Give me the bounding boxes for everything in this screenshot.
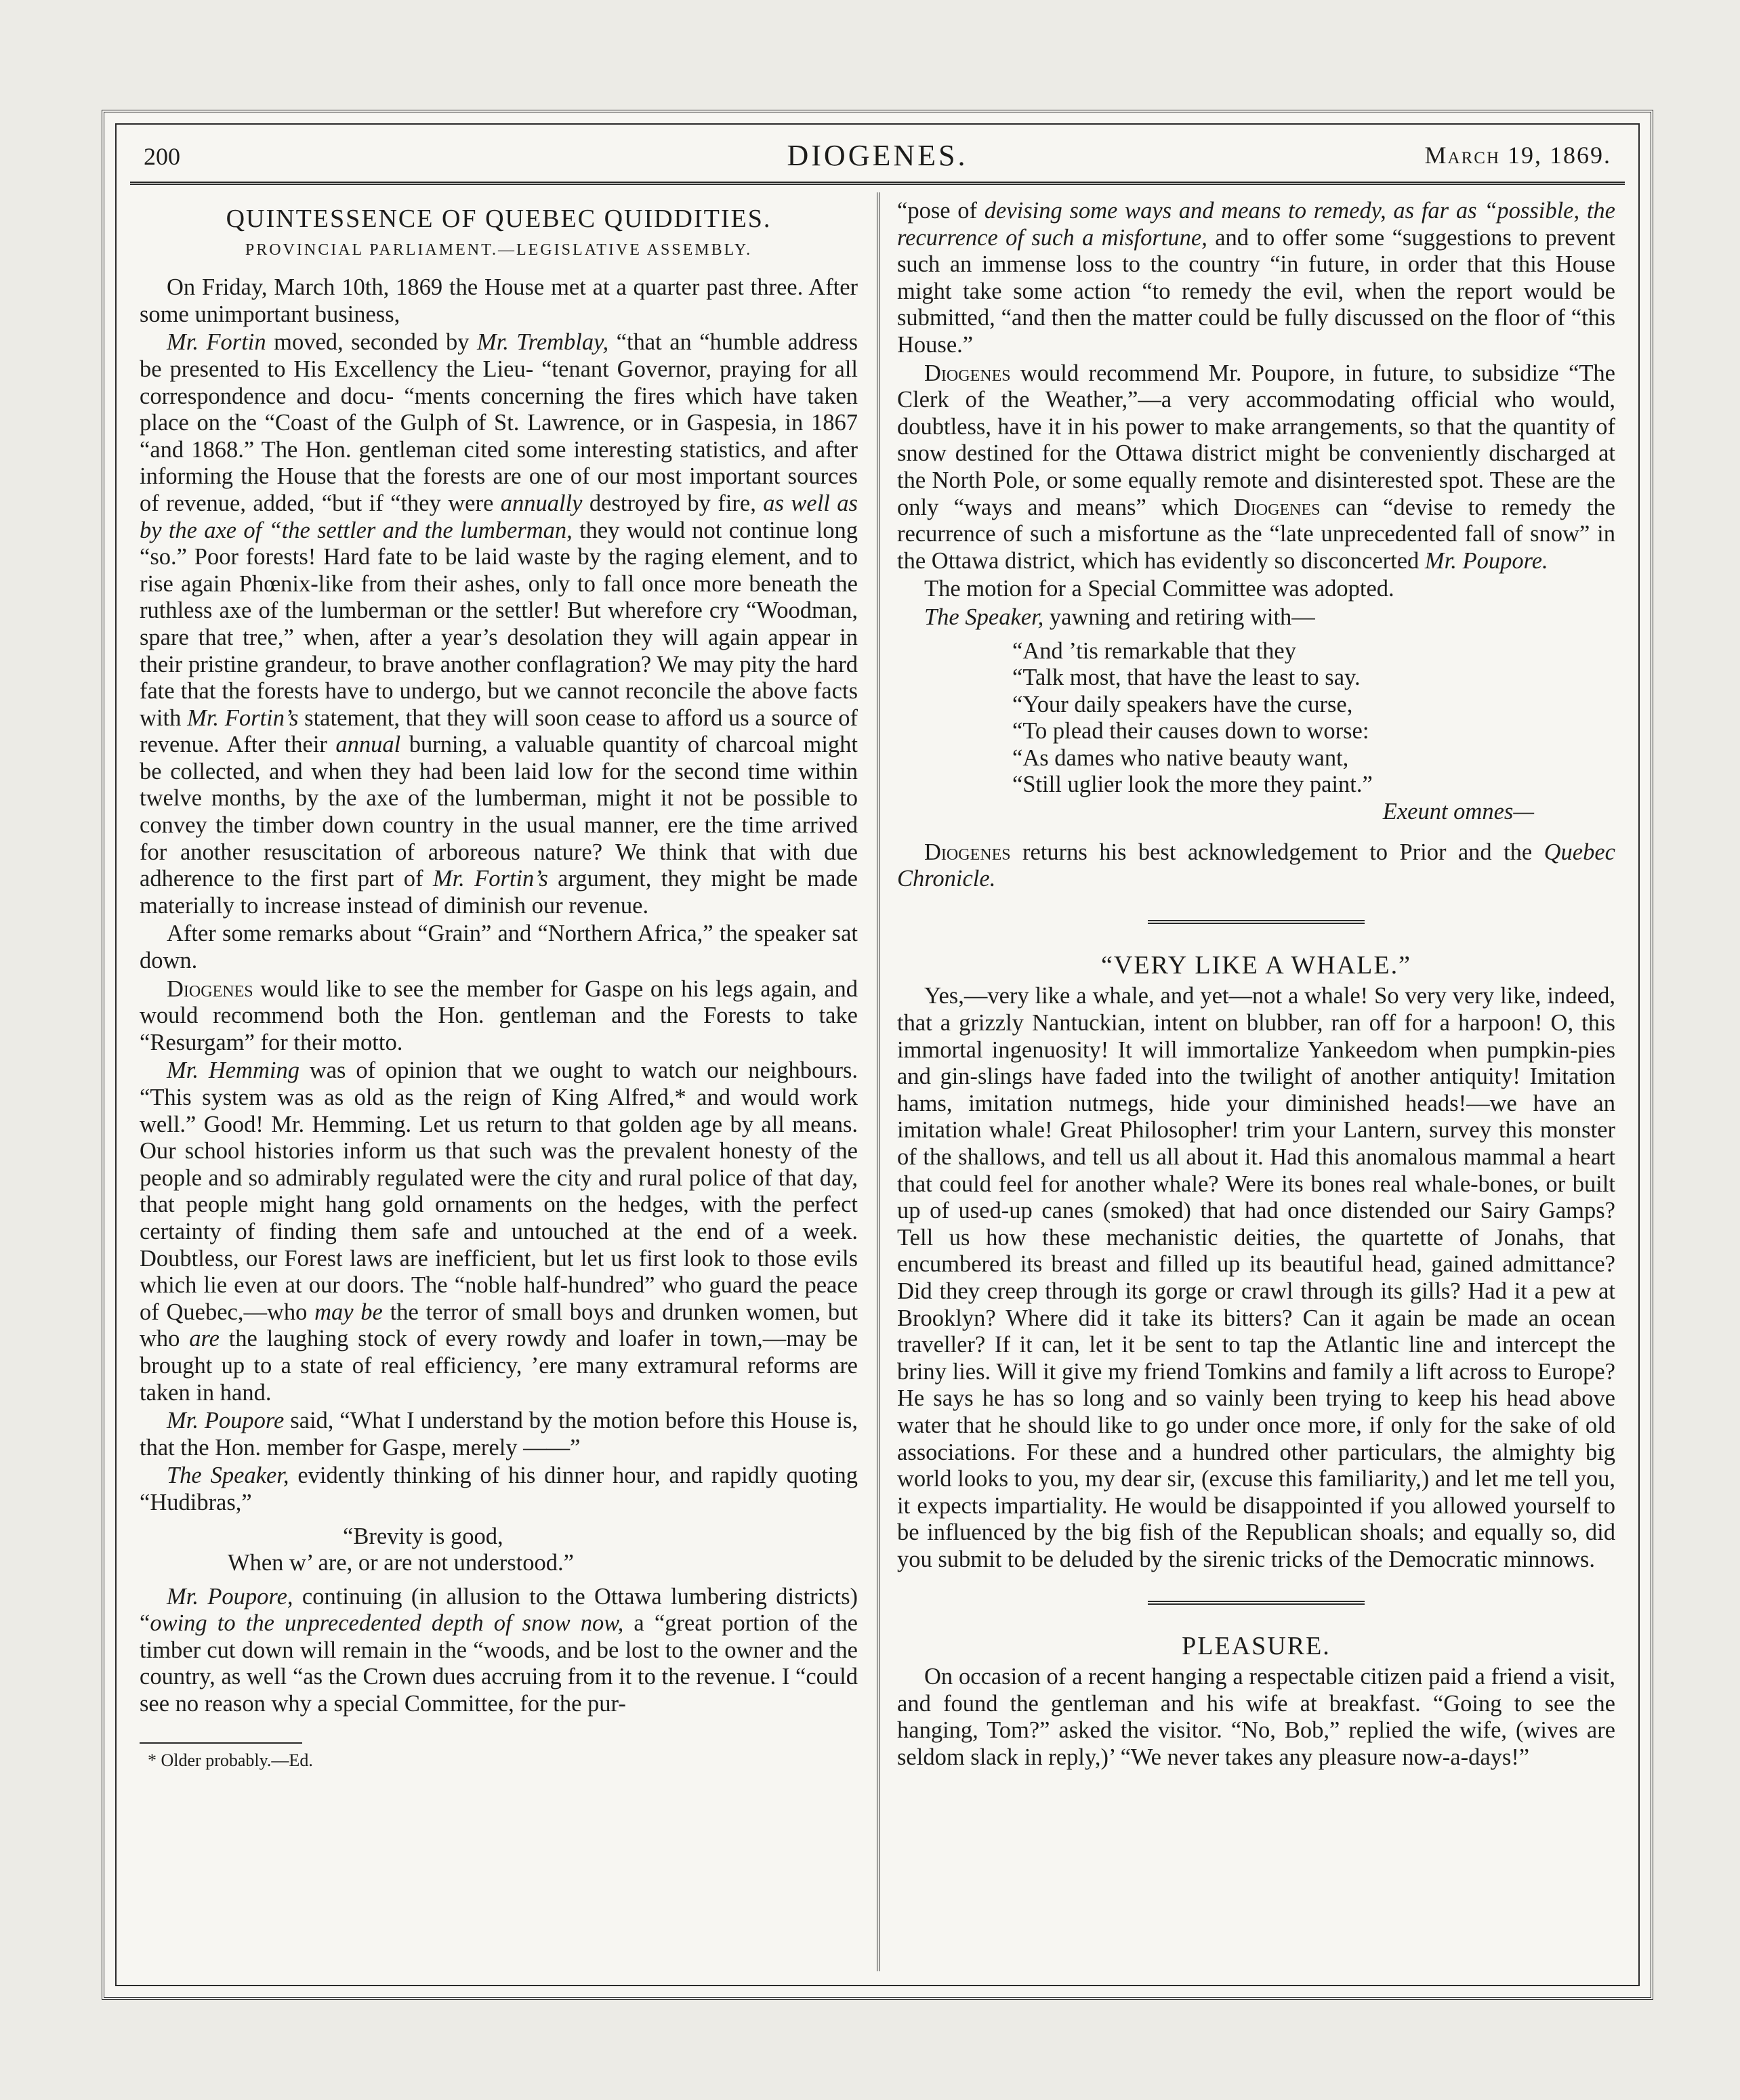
speaker-name: The Speaker, [167,1463,289,1489]
paragraph: Mr. Poupore said, “What I understand by the motion before this House is, that the Hon. member for Gaspe, merely ——” [140,1408,858,1461]
section-divider [1148,920,1365,927]
speaker-name: Mr. Tremblay, [476,329,609,356]
speaker-name: Mr. Hemming [167,1057,299,1084]
verse-line: “To plead their causes down to worse: [1012,718,1369,744]
verse-quote [228,1523,858,1577]
page-header [144,133,1611,180]
stage-direction: Exeunt omnes— [1382,799,1534,825]
masthead: DIOGENES. [787,139,968,172]
page-frame [115,123,1640,1986]
paragraph: Yes,—very like a whale, and yet—not a whale! So very very like, indeed, that a grizzly Nantuckian, intent on blubber, ran off for a harpoon! O, this immortal ingenuosity! It will immortalize Yankeedom when pumpkin-pies and gin-slings have faded into the twilight of another antiquity! Imitation hams, imitation nutmegs, hide your diminished heads!—we have an imitation whale! Great Philosopher! trim your Lantern, survey this monster of the shallows, and tell us all about it. Had this anomalous mammal a heart that could feel for another whale? Were its bones real whale-bones, or built up of used-up canes (smoked) that had once distended our Sairy Gamps? Tell us how these mechanistic deities, the quartette of Jonahs, that encumbered its breast and filled up its beautiful head, gained admittance? Did they creep through its gorge or crawl through its gills? Had it a pew at Brooklyn? Where did it take its bitters? Can it again be made an ocean traveller? If it can, let it be sent to tap the Atlantic line and intercept the briny lies. Will it give my friend Tomkins and family a lift across to Europe? He says he has so long and so vainly been trying to keep his head above water that he should like to go under once more, if only for the sake of old associations. For these and a hundred other particulars, the almighty big world looks to you, my dear sir, (excuse this familiarity,) and let me tell you, it expects impartiality. He would be disappointed if you allowed yourself to be influenced by the big fish of the Republican shoals; and equally so, did you submit to be deluded by the sirenic tricks of the Democratic minnows. [897,983,1615,1572]
verse-line: “Still uglier look the more they paint.” [1012,772,1373,798]
speaker-name: The Speaker, [924,604,1044,630]
paragraph: The motion for a Special Committee was adopted. [924,576,1394,602]
article-subtitle: PROVINCIAL PARLIAMENT.—LEGISLATIVE ASSEMBLY. [245,240,753,259]
publication-name: Diogenes [167,975,253,1002]
speaker-name: Mr. Poupore, [167,1583,293,1610]
publication-name: Diogenes [1233,494,1321,520]
article-title: “VERY LIKE A WHALE.” [1101,950,1411,980]
verse-line: When w’ are, or are not understood.” [228,1550,574,1576]
issue-date: March 19, 1869. [1424,142,1611,169]
paragraph: Diogenes would like to see the member for Gaspe on his legs again, and would recommend both the Hon. gentleman and the Forests to take “Resurgam” for their motto. [140,975,858,1055]
header-rule [130,182,1625,185]
speaker-name: Mr. Fortin’s [187,705,299,731]
verse-quote [1012,638,1615,826]
speaker-name: Mr. Poupore [167,1408,285,1434]
paragraph: After some remarks about “Grain” and “Northern Africa,” the speaker sat down. [140,921,858,974]
footnote: * Older probably.—Ed. [148,1750,313,1770]
verse-line: “Your daily speakers have the curse, [1012,691,1353,717]
footnote-rule [140,1742,302,1744]
paragraph: Mr. Fortin moved, seconded by Mr. Tremblay, “that an “humble address be presented to His Excellency the Lieu- “tenant Governor, praying for all correspondence and docu- “ments concerning the fires which have taken place on the “Coast of the Gulph of St. Lawrence, or in Gaspesia, in 1867 “and 1868.” The Hon. gentleman cited some interesting statistics, and after informing the House that the forests are one of our most important sources of revenue, added, “but if “they were annually destroyed by fire, as well as by the axe of “the settler and the lumberman, they would not continue long “so.” Poor forests! Hard fate to be laid waste by the raging element, and to rise again Phœnix-like from their ashes, only to fall once more beneath the ruthless axe of the lumberman or the settler! But wherefore cry “Woodman, spare that tree,” when, after a year’s desolation they will again appear in their pristine grandeur, to brave another conflagration? We may pity the hard fate that the forests have to undergo, but we cannot reconcile the above facts with Mr. Fortin’s statement, that they will soon cease to afford us a source of revenue. After their annual burning, a valuable quantity of charcoal might be collected, and when they had been laid low for the second time within twelve months, by the axe of the lumberman, might it not be possible to convey the timber down country in the usual manner, ere the time arrived for another resuscitation of arboreous nature? We think that with due adherence to the first part of Mr. Fortin’s argument, they might be made materially to increase instead of diminish our revenue. [140,329,858,919]
publication-name: Diogenes [924,360,1011,386]
paragraph: On Friday, March 10th, 1869 the House met at a quarter past three. After some unimportant business, [140,274,858,327]
left-column [140,198,858,1965]
paragraph: Mr. Hemming was of opinion that we ought to watch our neighbours. “This system was as old as the reign of King Alfred,* and would work well.” Good! Mr. Hemming. Let us return to that golden age by all means. Our school histories inform us that such was the prevalent honesty of the people and so admirably regulated were the city and rural police of that day, that people might hang gold ornaments on the hedges, with the perfect certainty of finding them safe and untouched at the end of a week. Doubtless, our Forest laws are inefficient, but let us first look to those evils which lie even at our doors. The “noble half-hundred” who guard the peace of Quebec,—who may be the terror of small boys and drunken women, but who are the laughing stock of every rowdy and loafer in town,—may be brought up to a state of real efficiency, ’ere many extramural reforms are taken in hand. [140,1057,858,1406]
column-rule [877,192,879,1971]
paragraph: “pose of devising some ways and means to remedy, as far as “possible, the recurrence of such a misfortune, and to offer some “suggestions to prevent such an immense loss to the country “in future, in order that this House might take some action “to remedy the evil, when the report would be submitted, “and then the matter could be fully discussed on the floor of “this House.” [897,198,1615,358]
verse-line: “Talk most, that have the least to say. [1012,665,1361,691]
newspaper-page [102,110,1653,2000]
article-title: QUINTESSENCE OF QUEBEC QUIDDITIES. [226,205,772,233]
verse-line: “Brevity is good, [343,1523,503,1549]
verse-line: “And ’tis remarkable that they [1012,637,1296,664]
speaker-name: Mr. Poupore. [1424,547,1548,574]
article-title: PLEASURE. [1182,1631,1331,1660]
page-number: 200 [144,143,180,170]
publication-name: Diogenes [924,839,1011,865]
right-column [897,198,1615,1965]
speaker-name: Mr. Fortin [167,329,266,356]
paragraph: The Speaker, yawning and retiring with— [924,604,1315,630]
section-divider [1148,1601,1365,1608]
paragraph: Diogenes would recommend Mr. Poupore, in future, to subsidize “The Clerk of the Weather,”—a very accommodating official who would, doubtless, have it in his power to make arrangements, so that the quantity of snow destined for the Ottawa district might be conveniently discharged at the North Pole, or some equally remote and disinterested spot. These are the only “ways and means” which Diogenes can “devise to remedy the recurrence of such a misfortune as the “late unprecedented fall of snow” in the Ottawa district, which has evidently so disconcerted Mr. Poupore. [897,360,1615,574]
verse-line: “As dames who native beauty want, [1012,744,1349,771]
paragraph: On occasion of a recent hanging a respectable citizen paid a friend a visit, and found the gentleman and his wife at breakfast. “Going to see the hanging, Tom?” asked the visitor. “No, Bob,” replied the wife, (wives are seldom slack in reply,)’ “We never takes any pleasure now-a-days!” [897,1664,1615,1770]
paragraph: Mr. Poupore, continuing (in allusion to the Ottawa lumbering districts) “owing to the unprecedented depth of snow now, a “great portion of the timber cut down will remain in the “woods, and be lost to the owner and the country, as well “as the Crown dues accruing from it to the revenue. I “could see no reason why a special Committee, for the pur- [140,1583,858,1717]
paragraph: Diogenes returns his best acknowledgement to Prior and the Quebec Chronicle. [897,839,1615,892]
paragraph: The Speaker, evidently thinking of his dinner hour, and rapidly quoting “Hudibras,” [140,1463,858,1515]
speaker-name: Mr. Fortin’s [432,866,548,892]
